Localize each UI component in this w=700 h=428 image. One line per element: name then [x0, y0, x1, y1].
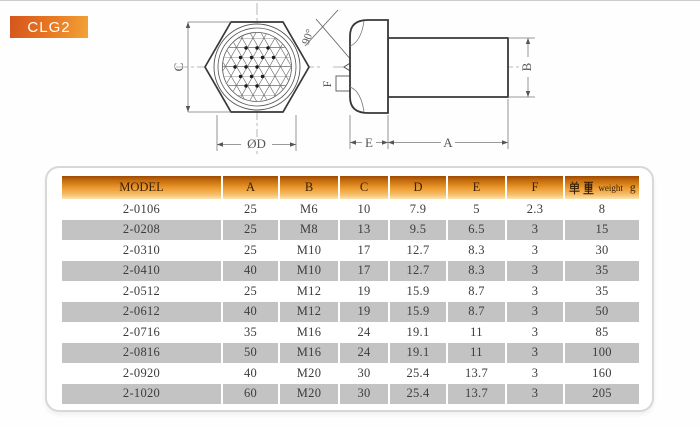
- cell-model: 2-0106: [62, 199, 223, 220]
- cell-weight: 35: [595, 283, 609, 298]
- cell-a: 50: [223, 343, 280, 364]
- col-header-a: A: [223, 176, 280, 199]
- cell-a: 25: [223, 240, 280, 261]
- cell-weight: 50: [595, 304, 609, 319]
- cell-model: 2-0612: [62, 302, 223, 323]
- dim-arrow: [186, 106, 190, 112]
- col-header-model: MODEL: [62, 176, 223, 199]
- cell-weight: 85: [595, 324, 609, 339]
- dim-arrow: [502, 140, 508, 144]
- cell-e: 6.5: [448, 220, 507, 241]
- dim-label-b: B: [518, 62, 534, 72]
- cell-c: 17: [340, 261, 390, 282]
- dim-label-f: F: [319, 80, 334, 88]
- cell-model: 2-0920: [62, 363, 223, 384]
- cell-a: 60: [223, 384, 280, 405]
- cell-b: M12: [280, 281, 340, 302]
- cell-d: 15.9: [390, 302, 448, 323]
- cell-e: 5: [448, 199, 507, 220]
- cell-weight: 15: [595, 222, 609, 237]
- cell-c: 13: [340, 220, 390, 241]
- table-row: [62, 240, 639, 261]
- front-view-hex-head: [171, 3, 322, 154]
- cell-model: 2-0816: [62, 343, 223, 364]
- col-header-d: D: [390, 176, 448, 199]
- table-row: [62, 220, 639, 241]
- cell-model: 2-0208: [62, 220, 223, 241]
- dim-label-e: E: [365, 135, 373, 150]
- bolt-head: [350, 20, 388, 113]
- cell-e: 8.7: [448, 302, 507, 323]
- cell-b: M6: [280, 199, 340, 220]
- side-view-bolt: [300, 10, 535, 150]
- cell-c: 30: [340, 384, 390, 405]
- cell-e: 8.7: [448, 281, 507, 302]
- cell-c: 24: [340, 343, 390, 364]
- dim-label-angle: 90°: [299, 27, 317, 47]
- cell-b: M20: [280, 384, 340, 405]
- cell-f: 3: [507, 343, 565, 364]
- table-body: [62, 199, 639, 404]
- dim-arrow: [350, 140, 356, 144]
- cell-e: 13.7: [448, 384, 507, 405]
- cell-a: 40: [223, 261, 280, 282]
- weight-unit-label: g: [629, 181, 636, 194]
- cell-a: 40: [223, 302, 280, 323]
- dim-arrow: [526, 91, 530, 97]
- cell-f: 3: [507, 322, 565, 343]
- cell-d: 9.5: [390, 220, 448, 241]
- cell-c: 24: [340, 322, 390, 343]
- table-row: [62, 261, 639, 282]
- cell-b: M16: [280, 343, 340, 364]
- dim-arrow: [526, 38, 530, 44]
- cell-f: 3: [507, 384, 565, 405]
- cell-e: 13.7: [448, 363, 507, 384]
- cell-weight: 30: [595, 242, 609, 257]
- dim-arrow: [217, 142, 223, 146]
- spec-table-panel: [45, 166, 654, 412]
- cell-c: 19: [340, 302, 390, 323]
- cell-d: 25.4: [390, 363, 448, 384]
- col-header-b: B: [280, 176, 340, 199]
- cell-f: 3: [507, 220, 565, 241]
- dim-arrow: [290, 142, 296, 146]
- dim-arrow: [186, 22, 190, 28]
- cell-d: 12.7: [390, 240, 448, 261]
- f-feature: [336, 76, 350, 91]
- cell-f: 3: [507, 302, 565, 323]
- cell-model: 2-0512: [62, 281, 223, 302]
- dim-arrow: [388, 140, 394, 144]
- cell-f: 3: [507, 363, 565, 384]
- cell-d: 19.1: [390, 322, 448, 343]
- dim-label-c: C: [170, 62, 186, 72]
- table-row: [62, 302, 639, 323]
- cell-a: 35: [223, 322, 280, 343]
- col-header-f: F: [507, 176, 565, 199]
- cell-b: M20: [280, 363, 340, 384]
- cell-c: 30: [340, 363, 390, 384]
- cell-c: 19: [340, 281, 390, 302]
- cell-f: 3: [507, 261, 565, 282]
- col-header-weight: [565, 176, 639, 199]
- weight-label-en: weight: [598, 182, 623, 193]
- table-row: [62, 343, 639, 364]
- cell-e: 11: [448, 343, 507, 364]
- bolt-shaft: [388, 38, 508, 97]
- cell-weight: 8: [598, 201, 606, 216]
- cell-e: 8.3: [448, 240, 507, 261]
- cell-model: 2-0410: [62, 261, 223, 282]
- cell-b: M16: [280, 322, 340, 343]
- cell-d: 15.9: [390, 281, 448, 302]
- cell-a: 25: [223, 220, 280, 241]
- cell-a: 25: [223, 199, 280, 220]
- cjk-glyph-dan: [568, 181, 581, 195]
- cell-e: 8.3: [448, 261, 507, 282]
- dim-label-a: A: [443, 135, 453, 150]
- cell-a: 40: [223, 363, 280, 384]
- cell-weight: 35: [595, 263, 609, 278]
- col-header-c: C: [340, 176, 390, 199]
- cell-model: 2-1020: [62, 384, 223, 405]
- cell-b: M8: [280, 220, 340, 241]
- cell-f: 2.3: [507, 199, 565, 220]
- cell-weight: 205: [592, 386, 612, 401]
- cell-d: 19.1: [390, 343, 448, 364]
- cell-model: 2-0716: [62, 322, 223, 343]
- cell-d: 7.9: [390, 199, 448, 220]
- spec-table: [62, 176, 639, 404]
- dim-arrow: [382, 140, 388, 144]
- cjk-glyph-zhong: [582, 181, 595, 195]
- table-row: [62, 281, 639, 302]
- cell-d: 12.7: [390, 261, 448, 282]
- technical-drawing: [0, 0, 700, 162]
- cell-f: 3: [507, 240, 565, 261]
- dim-label-diameter: ØD: [247, 136, 266, 151]
- table-row: [62, 322, 639, 343]
- cell-weight: 100: [592, 345, 612, 360]
- cell-c: 17: [340, 240, 390, 261]
- cell-f: 3: [507, 281, 565, 302]
- table-row: [62, 384, 639, 405]
- cell-e: 11: [448, 322, 507, 343]
- cell-b: M12: [280, 302, 340, 323]
- model-series-badge: CLG2: [10, 16, 88, 38]
- cell-c: 10: [340, 199, 390, 220]
- cell-model: 2-0310: [62, 240, 223, 261]
- table-row: [62, 363, 639, 384]
- cell-d: 25.4: [390, 384, 448, 405]
- cell-a: 25: [223, 281, 280, 302]
- cell-b: M10: [280, 261, 340, 282]
- table-header-row: [62, 176, 639, 199]
- cell-weight: 160: [592, 365, 612, 380]
- cell-b: M10: [280, 240, 340, 261]
- col-header-e: E: [448, 176, 507, 199]
- table-row: [62, 199, 639, 220]
